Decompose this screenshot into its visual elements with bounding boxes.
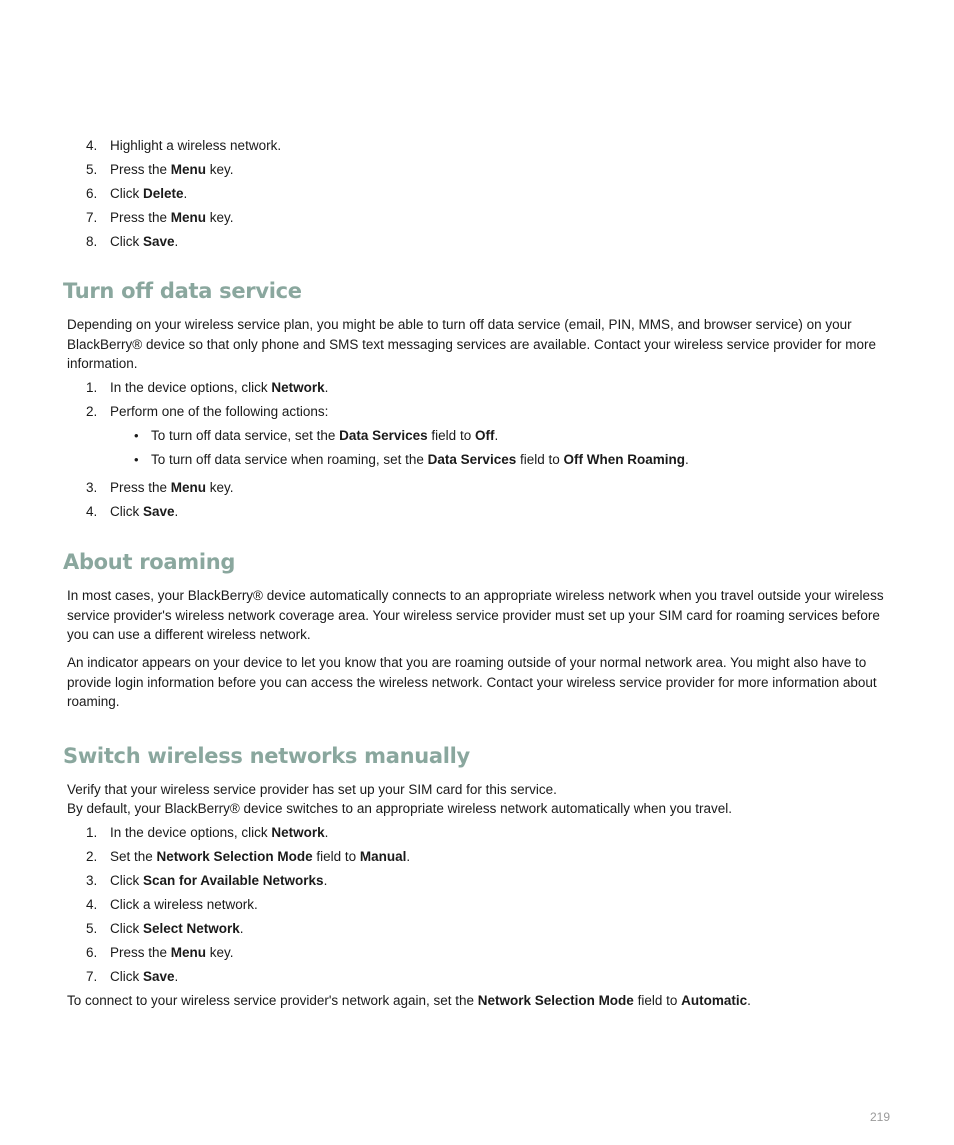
step-number: 7.	[86, 210, 98, 225]
bold-term: Off When Roaming	[563, 452, 685, 467]
bold-term: Network	[271, 380, 325, 395]
paragraph-roaming-1: In most cases, your BlackBerry® device automatically connects to an appropriate wireless network when you travel outside your wireless service provider's wireless network coverage area. Your wireless service provider must set up your SIM card for roaming services before you can use a different wireless network.	[67, 588, 884, 642]
text-run: .	[174, 504, 179, 519]
step-text	[110, 206, 234, 230]
bold-term: Manual	[359, 849, 407, 864]
step-number: 4.	[86, 504, 98, 519]
bold-term: Menu	[170, 945, 207, 960]
bold-term: Network Selection Mode	[156, 849, 313, 864]
step-number: 5.	[86, 921, 98, 936]
text-run: Press the	[110, 162, 171, 177]
text-run: Click	[110, 186, 143, 201]
text-run: .	[174, 234, 179, 249]
text-run: .	[239, 921, 244, 936]
bold-term: Data Services	[339, 428, 428, 443]
step-number: 4.	[86, 897, 98, 912]
text-run: Click	[110, 921, 143, 936]
step-text	[110, 376, 328, 400]
bold-term: Menu	[170, 210, 207, 225]
text-run: key.	[206, 162, 234, 177]
heading-switch-networks: Switch wireless networks manually	[63, 744, 470, 768]
text-run: key.	[206, 480, 234, 495]
bold-term: Save	[143, 969, 175, 984]
text-run: Click a wireless network.	[110, 897, 258, 912]
text-run: Set the	[110, 849, 157, 864]
step-text	[110, 500, 178, 524]
step-text	[110, 182, 187, 206]
step-number: 2.	[86, 849, 98, 864]
text-run: To turn off data service, set the	[151, 428, 340, 443]
text-run: .	[685, 452, 689, 467]
text-run: .	[494, 428, 499, 443]
text-run: Press the	[110, 480, 171, 495]
text-run: Click	[110, 969, 143, 984]
step-text	[110, 893, 258, 917]
bold-term: Save	[143, 234, 175, 249]
step-number: 3.	[86, 873, 98, 888]
text-run: .	[324, 825, 329, 840]
step-text	[110, 965, 178, 989]
step-number: 3.	[86, 480, 98, 495]
bold-term: Off	[474, 428, 495, 443]
step-number: 6.	[86, 945, 98, 960]
paragraph-data-service-intro: Depending on your wireless service plan, you might be able to turn off data service (email, PIN, MMS, and browser service) on your BlackBerry® device so that only phone and SMS text messaging services are available. Contact your wireless service provider for more information.	[67, 317, 877, 371]
bold-term: Delete	[143, 186, 184, 201]
step-text	[110, 821, 328, 845]
step-text	[110, 845, 410, 869]
heading-turn-off-data-service: Turn off data service	[63, 279, 302, 303]
text-run: Perform one of the following actions:	[110, 404, 329, 419]
text-run: .	[406, 849, 411, 864]
text-run: Click	[110, 234, 143, 249]
text-run: .	[174, 969, 179, 984]
step-number: 1.	[86, 825, 98, 840]
bullet-marker: •	[134, 428, 139, 443]
heading-about-roaming: About roaming	[63, 550, 236, 574]
bold-term: Network Selection Mode	[477, 993, 634, 1008]
bold-term: Automatic	[681, 993, 748, 1008]
bold-term: Select Network	[143, 921, 240, 936]
text-run: .	[323, 873, 328, 888]
text-run: Press the	[110, 210, 171, 225]
bullet-marker: •	[134, 452, 139, 467]
step-text	[110, 230, 178, 254]
bold-term: Menu	[170, 162, 207, 177]
bullet-text	[151, 448, 689, 472]
bold-term: Save	[143, 504, 175, 519]
text-run: field to	[312, 849, 360, 864]
step-number: 7.	[86, 969, 98, 984]
step-number: 6.	[86, 186, 98, 201]
step-number: 5.	[86, 162, 98, 177]
text-run: key.	[206, 945, 234, 960]
step-text	[110, 476, 234, 500]
step-text	[110, 869, 327, 893]
page-number: 219	[870, 1110, 891, 1124]
bold-term: Menu	[170, 480, 207, 495]
step-text	[110, 941, 234, 965]
bold-term: Network	[271, 825, 325, 840]
paragraph-switch-outro	[67, 991, 751, 1011]
paragraph-switch-intro-1: Verify that your wireless service provider has set up your SIM card for this service.	[67, 782, 557, 797]
step-number: 2.	[86, 404, 98, 419]
paragraph-roaming-2: An indicator appears on your device to let you know that you are roaming outside of your normal network area. You might also have to provide login information before you can access the wireless network. Contact your wireless service provider for more information about roaming.	[67, 655, 877, 709]
text-run: To connect to your wireless service provider's network again, set the	[67, 993, 478, 1008]
text-run: Click	[110, 873, 143, 888]
text-run: .	[183, 186, 188, 201]
paragraph-switch-intro-2: By default, your BlackBerry® device switches to an appropriate wireless network automatically when you travel.	[67, 801, 733, 816]
text-run: In the device options, click	[110, 380, 272, 395]
text-run: Highlight a wireless network.	[110, 138, 282, 153]
text-run: key.	[206, 210, 234, 225]
text-run: Click	[110, 504, 143, 519]
bullet-text	[151, 424, 498, 448]
text-run: In the device options, click	[110, 825, 272, 840]
text-run: .	[747, 993, 751, 1008]
text-run: field to	[516, 452, 564, 467]
step-number: 8.	[86, 234, 98, 249]
step-text	[110, 134, 281, 158]
bold-term: Scan for Available Networks	[143, 873, 324, 888]
step-number: 1.	[86, 380, 98, 395]
text-run: field to	[427, 428, 475, 443]
text-run: To turn off data service when roaming, set the	[151, 452, 428, 467]
text-run: field to	[633, 993, 682, 1008]
text-run: Press the	[110, 945, 171, 960]
step-text	[110, 917, 244, 941]
bold-term: Data Services	[427, 452, 517, 467]
text-run: .	[324, 380, 329, 395]
step-number: 4.	[86, 138, 98, 153]
step-text	[110, 158, 234, 182]
step-text	[110, 400, 328, 424]
